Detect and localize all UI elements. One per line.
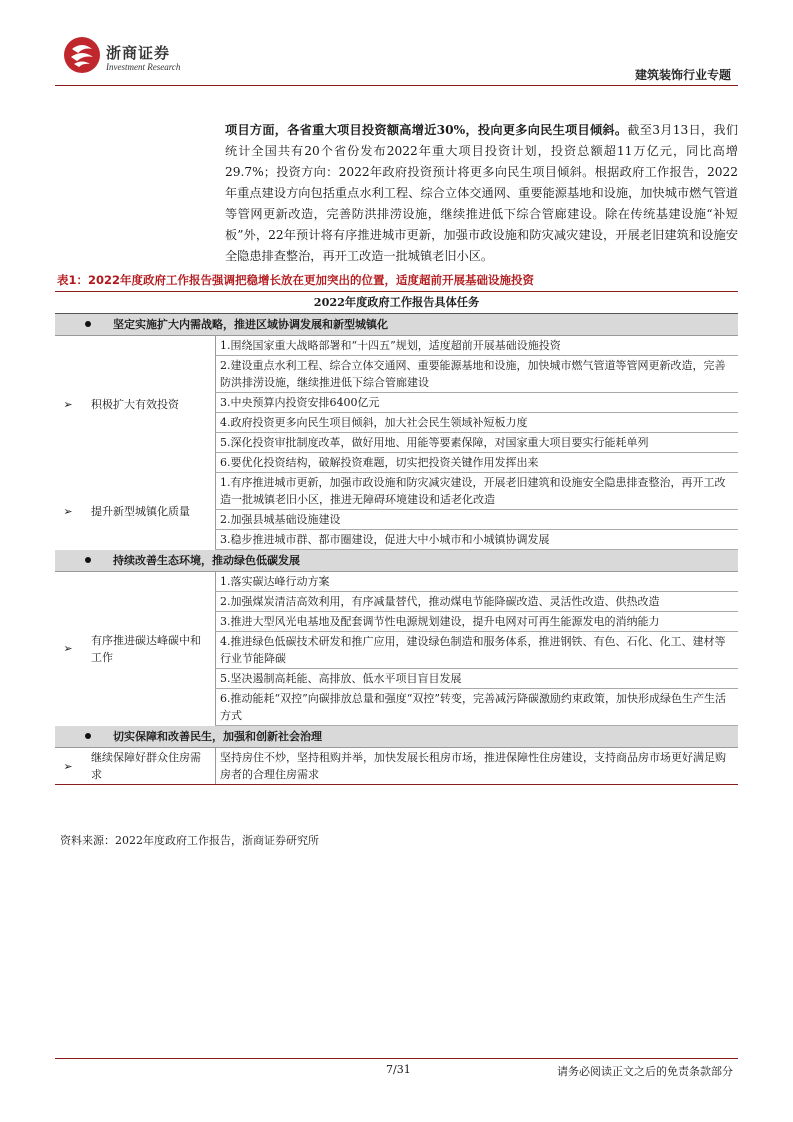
category-label: 有序推进碳达峰碳中和工作 bbox=[91, 633, 201, 664]
disclaimer: 请务必阅读正文之后的免责条款部分 bbox=[557, 1065, 733, 1078]
report-section-title: 建筑装饰行业专题 bbox=[634, 68, 731, 82]
task-item: 6.推动能耗“双控”向碳排放总量和强度“双控”转变，完善减污降碳激励约束政策，加快形成绿色生产生活方式 bbox=[216, 689, 739, 726]
task-item: 1.落实碳达峰行动方案 bbox=[216, 572, 739, 592]
section-title: 持续改善生态环境，推动绿色低碳发展 bbox=[113, 554, 300, 567]
table-header-row bbox=[55, 292, 738, 314]
task-item: 5.深化投资审批制度改革，做好用地、用能等要素保障，对国家重大项目要实行能耗单列 bbox=[216, 433, 739, 453]
footer-divider bbox=[55, 1058, 738, 1059]
task-item: 2.加强县城基础设施建设 bbox=[216, 510, 739, 530]
section-title: 坚定实施扩大内需战略，推进区域协调发展和新型城镇化 bbox=[113, 318, 388, 331]
table-row bbox=[55, 572, 738, 592]
body-paragraph bbox=[225, 120, 738, 267]
task-item: 6.要优化投资结构，破解投资难题，切实把投资关键作用发挥出来 bbox=[216, 453, 739, 473]
category-label: 积极扩大有效投资 bbox=[91, 397, 179, 411]
arrow-bullet-icon: ➢ bbox=[63, 642, 73, 656]
task-item: 1.有序推进城市更新，加强市政设施和防灾减灾建设，开展老旧建筑和设施安全隐患排查整治，再开工改造一批城镇老旧小区，推进无障碍环境建设和适老化改造 bbox=[216, 473, 739, 510]
table-section-row bbox=[55, 726, 738, 748]
task-item: 1.围绕国家重大战略部署和“十四五”规划，适度超前开展基础设施投资 bbox=[216, 336, 739, 356]
paragraph-lead: 项目方面，各省重大项目投资额高增近30%，投向更多向民生项目倾斜。 bbox=[225, 123, 628, 137]
zheshang-logo-icon bbox=[62, 35, 102, 75]
tasks-table-body bbox=[55, 292, 738, 785]
arrow-bullet-icon: ➢ bbox=[63, 504, 73, 518]
bullet-dot-icon bbox=[85, 321, 91, 327]
task-item: 3.稳步推进城市群、都市圈建设，促进大中小城市和小城镇协调发展 bbox=[216, 530, 739, 550]
task-item: 4.政府投资更多向民生项目倾斜，加大社会民生领域补短板力度 bbox=[216, 413, 739, 433]
category-label: 提升新型城镇化质量 bbox=[91, 504, 190, 518]
task-item: 2.加强煤炭清洁高效利用，有序减量替代，推动煤电节能降碳改造、灵活性改造、供热改造 bbox=[216, 592, 739, 612]
table-header: 2022年度政府工作报告具体任务 bbox=[55, 292, 738, 314]
page-header bbox=[0, 0, 793, 90]
bullet-dot-icon bbox=[85, 733, 91, 739]
arrow-bullet-icon: ➢ bbox=[63, 397, 73, 411]
arrow-bullet-icon: ➢ bbox=[55, 748, 81, 785]
table-caption: 表1：2022年度政府工作报告强调把稳增长放在更加突出的位置，适度超前开展基础设施投资 bbox=[57, 273, 535, 287]
section-title: 切实保障和改善民生，加强和创新社会治理 bbox=[113, 730, 322, 743]
tasks-table bbox=[55, 292, 738, 785]
task-item: 2.建设重点水利工程、综合立体交通网、重要能源基地和设施，加快城市燃气管道等管网更新改造，完善防洪排涝设施，继续推进低下综合管廊建设 bbox=[216, 356, 739, 393]
source-note: 资料来源：2022年度政府工作报告，浙商证券研究所 bbox=[60, 834, 319, 847]
category-label: 继续保障好群众住房需求 bbox=[81, 748, 216, 785]
header-divider bbox=[55, 85, 738, 86]
task-item: 5.坚决遏制高耗能、高排放、低水平项目盲目发展 bbox=[216, 669, 739, 689]
page-number: 7/31 bbox=[386, 1063, 411, 1076]
table-row bbox=[55, 473, 738, 510]
task-item: 坚持房住不炒，坚持租购并举，加快发展长租房市场，推进保障性住房建设，支持商品房市场更好满足购房者的合理住房需求 bbox=[216, 748, 739, 785]
table-section-row bbox=[55, 314, 738, 336]
task-item: 3.中央预算内投资安排6400亿元 bbox=[216, 393, 739, 413]
table-row bbox=[55, 336, 738, 356]
table-row bbox=[55, 748, 738, 785]
task-item: 3.推进大型风光电基地及配套调节性电源规划建设，提升电网对可再生能源发电的消纳能力 bbox=[216, 612, 739, 632]
paragraph-body: 截至3月13日，我们统计全国共有20个省份发布2022年重大项目投资计划，投资总额超11万亿元，同比高增29.7%；投资方向：2022年政府投资预计将更多向民生项目倾斜。根据政府工作报告，2022年重点建设方向包括重点水利工程、综合立体交通网、重要能源基地和设施，加快城市燃气管道等管网更新改造，完善防洪排涝设施，继续推进低下综合管廊建设。除在传统基建设施“补短板”外，22年预计将有序推进城市更新，加强市政设施和防灾减灾建设，开展老旧建筑和设施安全隐患排查整治，再开工改造一批城镇老旧小区。 bbox=[225, 123, 739, 263]
brand-english: Investment Research bbox=[106, 62, 181, 72]
table-section-row bbox=[55, 550, 738, 572]
bullet-dot-icon bbox=[85, 557, 91, 563]
task-item: 4.推进绿色低碳技术研发和推广应用，建设绿色制造和服务体系，推进钢铁、有色、石化、化工、建材等行业节能降碳 bbox=[216, 632, 739, 669]
brand-name: 浙商证券 bbox=[106, 44, 171, 62]
